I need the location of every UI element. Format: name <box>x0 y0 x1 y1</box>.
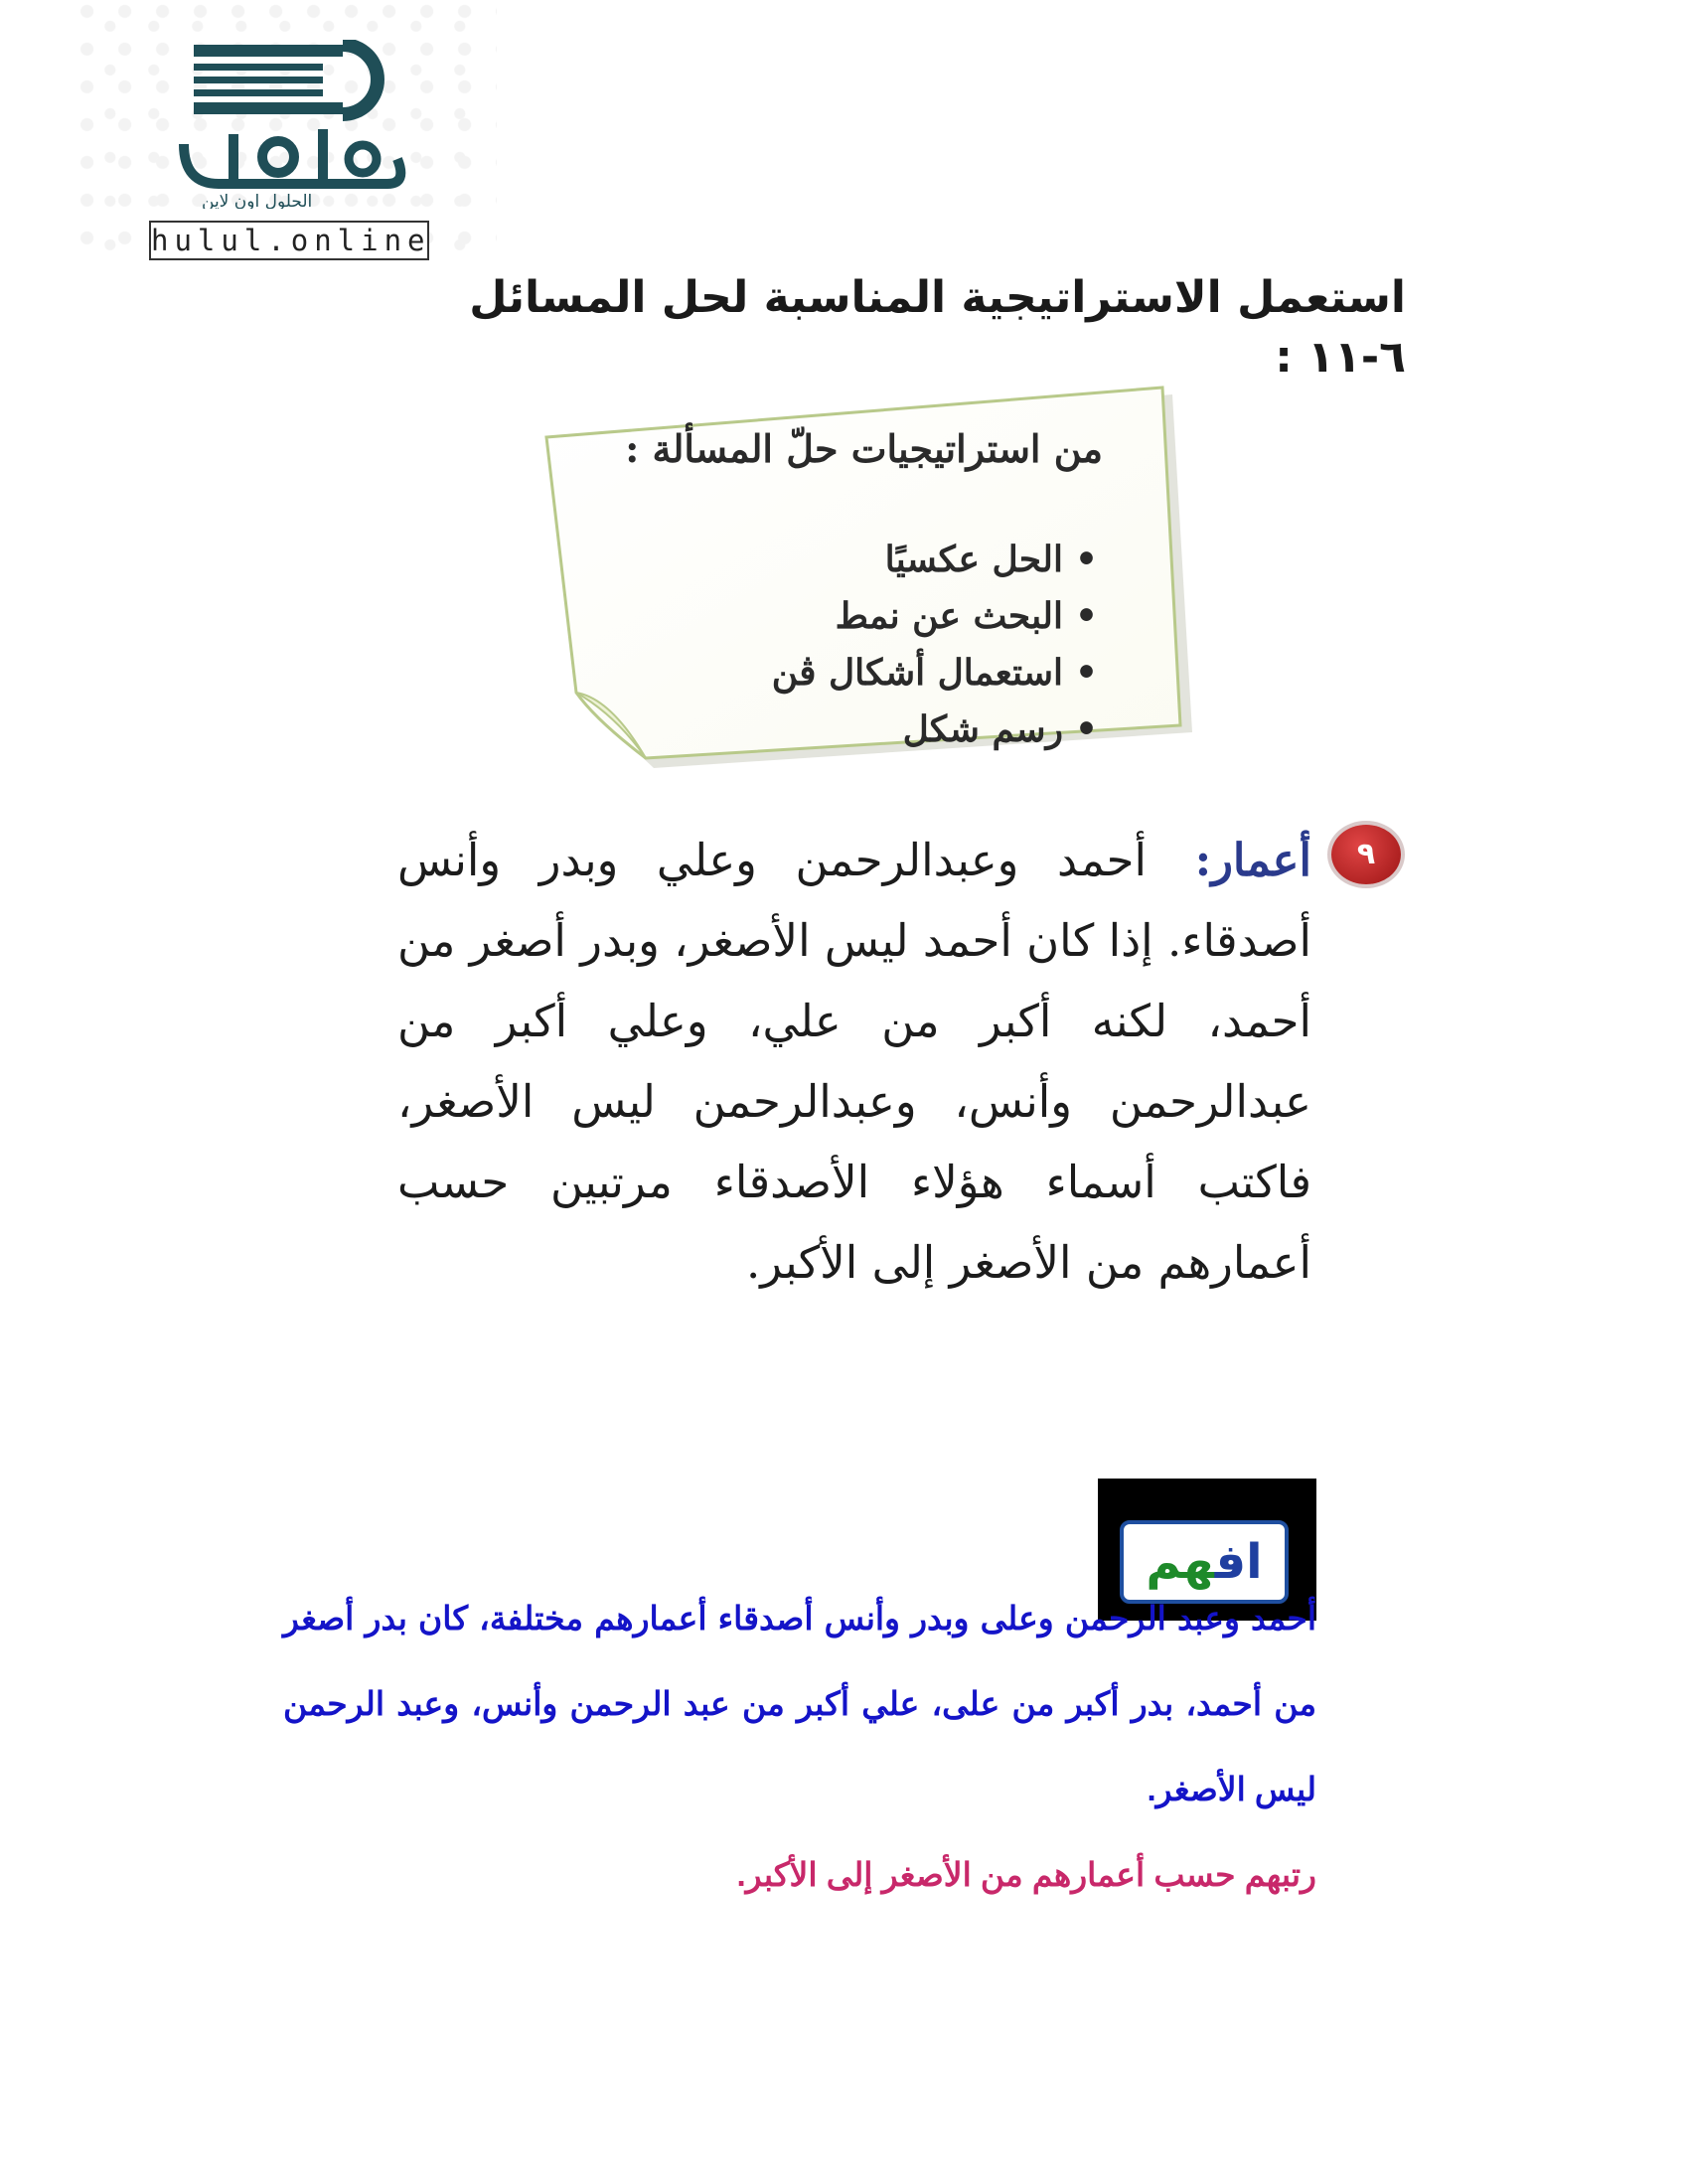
problem-number-badge: ٩ <box>1331 825 1401 884</box>
task-text: رتبهم حسب أعمارهم من الأصغر إلى الأكبر. <box>736 1856 1316 1893</box>
logo-url: hulul.online <box>149 221 429 260</box>
sticky-note-title: من استراتيجيات حلّ المسألة : <box>625 426 1103 471</box>
understand-label-part2: هم <box>1146 1534 1215 1590</box>
problem-title: أعمار: <box>1194 834 1312 886</box>
strategy-item: • البحث عن نمط <box>641 588 1098 645</box>
hulul-logo-mark <box>174 40 412 209</box>
strategies-sticky-note <box>537 383 1192 770</box>
strategy-item: • رسم شكل <box>641 702 1098 758</box>
strategies-list <box>641 532 1098 758</box>
page-heading: استعمل الاستراتيجية المناسبة لحل المسائل ٦-١١ : <box>469 272 1406 383</box>
problem-text <box>397 820 1311 1303</box>
logo-tagline: الحلول اون لاين <box>202 192 313 209</box>
strategy-item: • استعمال أشكال ڤن <box>641 645 1098 702</box>
understand-text: أحمد وعبد الرحمن وعلى وبدر وأنس أصدقاء أعمارهم مختلفة، كان بدر أصغر من أحمد، بدر أكبر من على، علي أكبر من عبد الرحمن وأنس، وعبد الرحمن ليس الأصغر. <box>283 1600 1316 1807</box>
hulul-logo <box>174 40 412 209</box>
strategy-item: • الحل عكسيًا <box>641 532 1098 588</box>
understand-label-part1: اف <box>1214 1534 1263 1590</box>
problem-statement: أحمد وعبدالرحمن وعلي وبدر وأنس أصدقاء. إذا كان أحمد ليس الأصغر، وبدر أصغر من أحمد، لكنه أكبر من علي، وعلي أكبر من عبدالرحمن وأنس، وعبدالرحمن ليس الأصغر، فاكتب أسماء هؤلاء الأصدقاء مرتبين حسب أعمارهم من الأصغر إلى الأكبر. <box>397 834 1311 1289</box>
